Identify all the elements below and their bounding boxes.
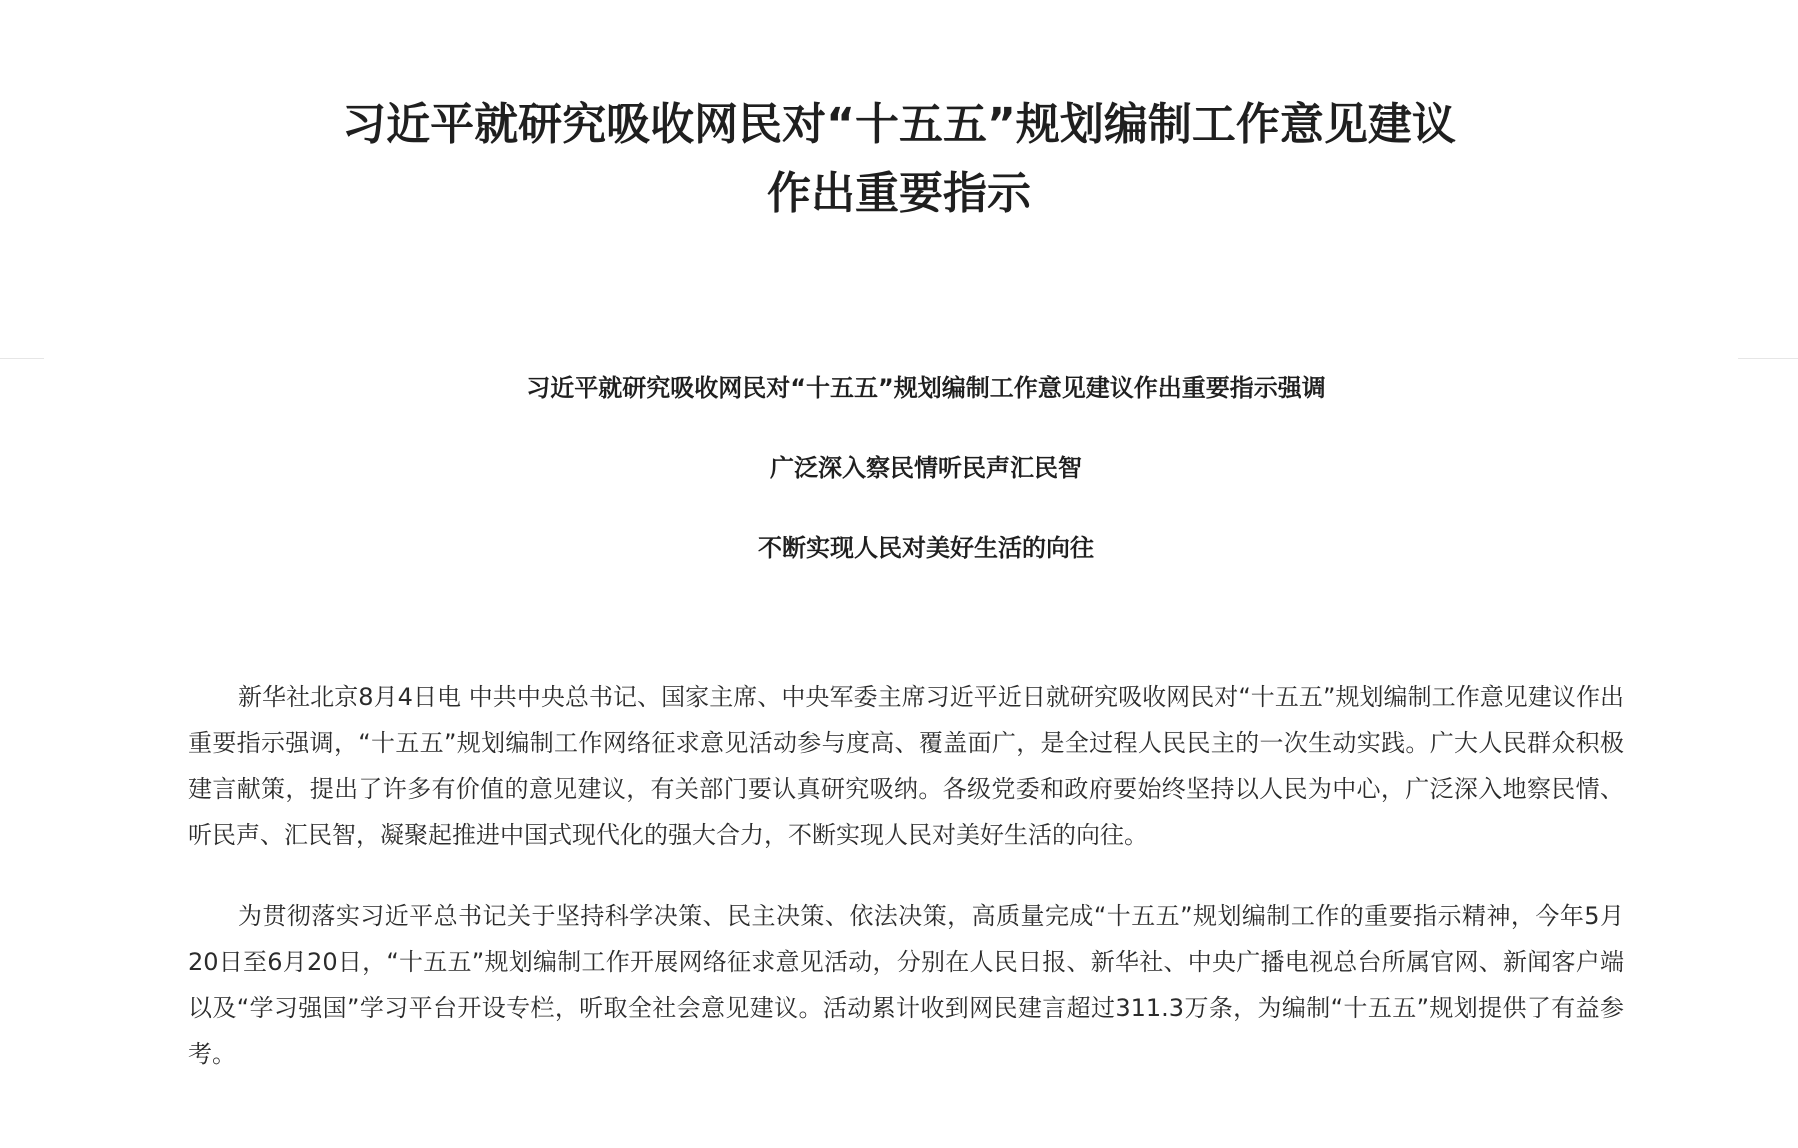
article-title-line-1: 习近平就研究吸收网民对“十五五”规划编制工作意见建议 bbox=[342, 99, 1456, 150]
body-paragraph-1: 新华社北京8月4日电 中共中央总书记、国家主席、中央军委主席习近平近日就研究吸收网民对“十五五”规划编制工作意见建议作出重要指示强调，“十五五”规划编制工作网络征求意见活动参与度高、覆盖面广，是全过程人民民主的一次生动实践。广大人民群众积极建言献策，提出了许多有价值的意见建议，有关部门要认真研究吸纳。各级党委和政府要始终坚持以人民为中心，广泛深入地察民情、听民声、汇民智，凝聚起推进中国式现代化的强大合力，不断实现人民对美好生活的向往。 bbox=[188, 683, 1624, 849]
body-paragraph-2: 为贯彻落实习近平总书记关于坚持科学决策、民主决策、依法决策，高质量完成“十五五”规划编制工作的重要指示精神，今年5月20日至6月20日，“十五五”规划编制工作开展网络征求意见活动，分别在人民日报、新华社、中央广播电视总台所属官网、新闻客户端以及“学习强国”学习平台开设专栏，听取全社会意见建议。活动累计收到网民建言超过311.3万条，为编制“十五五”规划提供了有益参考。 bbox=[188, 902, 1624, 1068]
subheading-1: 习近平就研究吸收网民对“十五五”规划编制工作意见建议作出重要指示强调 bbox=[526, 374, 1326, 402]
article-title-line-2: 作出重要指示 bbox=[767, 168, 1031, 219]
subheading-3: 不断实现人民对美好生活的向往 bbox=[758, 534, 1094, 562]
divider-left bbox=[0, 358, 44, 359]
divider-right bbox=[1738, 358, 1798, 359]
subheading-2: 广泛深入察民情听民声汇民智 bbox=[770, 454, 1082, 482]
